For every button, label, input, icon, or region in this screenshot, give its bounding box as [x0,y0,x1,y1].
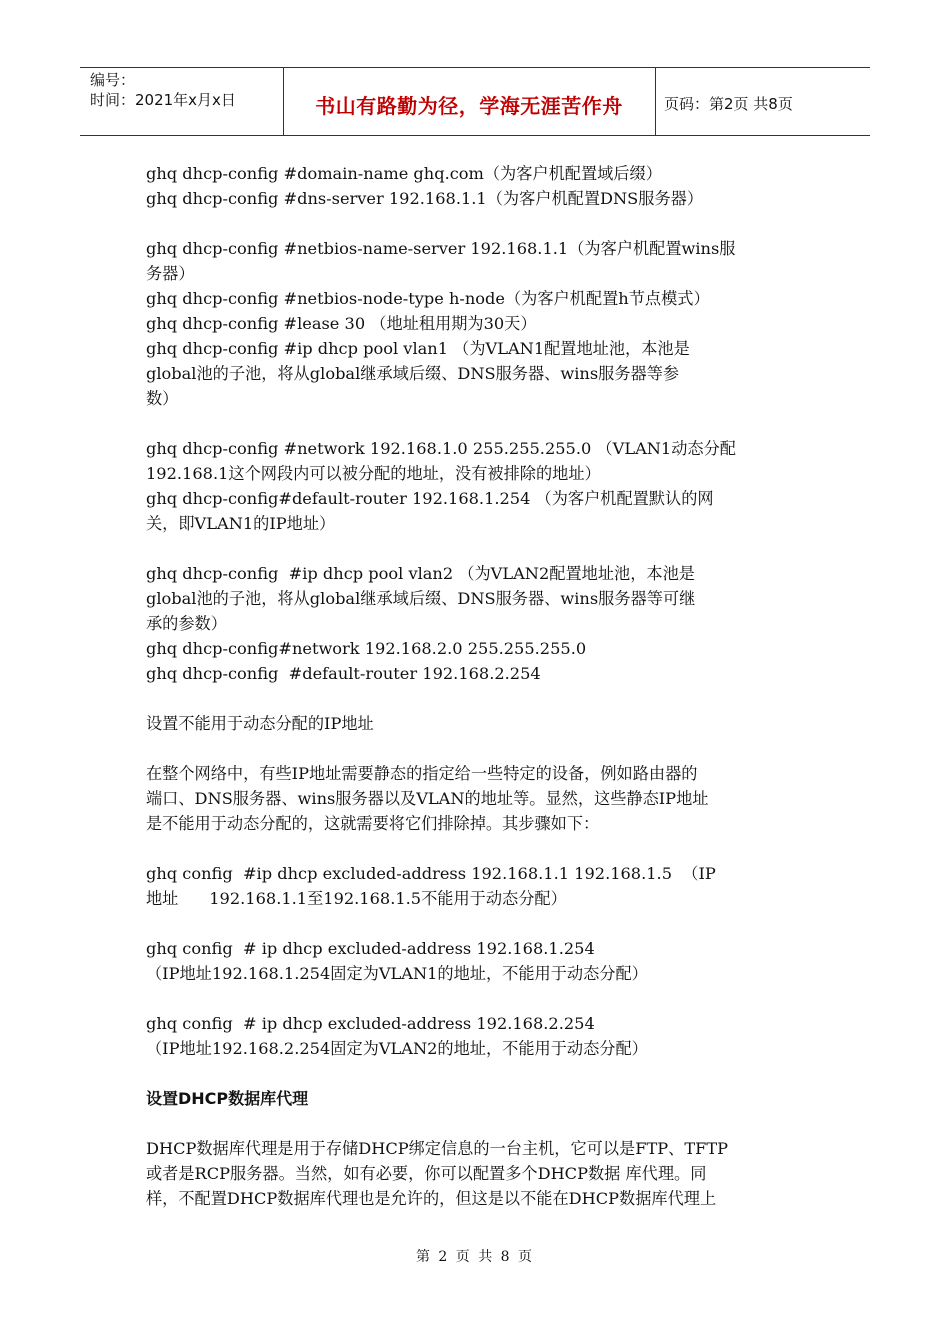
text-line: 端口、DNS服务器、wins服务器以及VLAN的地址等。显然，这些静态IP地址 [146,789,709,808]
text-line: 在整个网络中，有些IP地址需要静态的指定给一些特定的设备，例如路由器的 [146,764,698,783]
text-line: 192.168.1这个网段内可以被分配的地址，没有被排除的地址） [146,464,601,483]
blank-line [146,686,811,711]
blank-line [146,211,811,236]
text-line: 数） [146,389,179,408]
number-label: 编号： [90,71,136,89]
text-line: ghq config # ip dhcp excluded-address 192.168.1.254 [146,939,595,958]
text-line: ghq dhcp-config#network 192.168.2.0 255.255.255.0 [146,639,587,658]
text-line: ghq dhcp-config #domain-name ghq.com（为客户机配置域后缀） [146,164,662,183]
blank-line [146,736,811,761]
header-top-rule [80,67,870,68]
blank-line [146,1111,811,1136]
text-line: 地址 192.168.1.1至192.168.1.5不能用于动态分配） [146,889,567,908]
text-line: 样，不配置DHCP数据库代理也是允许的，但这是以不能在DHCP数据库代理上 [146,1189,717,1208]
blank-line [146,986,811,1011]
text-line: ghq dhcp-config #dns-server 192.168.1.1（为客户机配置DNS服务器） [146,189,704,208]
blank-line [146,411,811,436]
text-line: 务器） [146,264,195,283]
text-line: （IP地址192.168.2.254固定为VLAN2的地址，不能用于动态分配） [146,1039,648,1058]
text-line: 关，即VLAN1的IP地址） [146,514,336,533]
header-divider [655,67,656,135]
text-line: （IP地址192.168.1.254固定为VLAN1的地址，不能用于动态分配） [146,964,648,983]
time-label: 时间：2021年x月x日 [90,91,236,109]
document-body [146,161,811,1211]
text-line: ghq dhcp-config #network 192.168.1.0 255.255.255.0 （VLAN1动态分配 [146,439,736,458]
text-line: ghq config #ip dhcp excluded-address 192.168.1.1 192.168.1.5 （IP [146,864,716,883]
text-line: ghq dhcp-config #netbios-node-type h-node（为客户机配置h节点模式） [146,289,710,308]
text-line: ghq dhcp-config #default-router 192.168.2.254 [146,664,541,683]
text-line: 承的参数） [146,614,227,633]
text-line: global池的子池，将从global继承域后缀、DNS服务器、wins服务器等参 [146,364,680,383]
blank-line [146,911,811,936]
header-page-info: 页码：第2页 共8页 [664,95,793,113]
text-line: ghq dhcp-config#default-router 192.168.1.254 （为客户机配置默认的网 [146,489,714,508]
text-line: 或者是RCP服务器。当然，如有必要，你可以配置多个DHCP数据 库代理。同 [146,1164,707,1183]
text-line: ghq dhcp-config #lease 30 （地址租用期为30天） [146,314,537,333]
blank-line [146,1061,811,1086]
section-heading: 设置DHCP数据库代理 [146,1089,309,1108]
header-motto: 书山有路勤为径，学海无涯苦作舟 [315,94,623,118]
text-line: 设置不能用于动态分配的IP地址 [146,714,374,733]
text-line: ghq dhcp-config #netbios-name-server 192.168.1.1（为客户机配置wins服 [146,239,736,258]
text-line: ghq dhcp-config #ip dhcp pool vlan1 （为VLAN1配置地址池，本池是 [146,339,690,358]
blank-line [146,836,811,861]
text-line: ghq config # ip dhcp excluded-address 192.168.2.254 [146,1014,595,1033]
text-line: ghq dhcp-config #ip dhcp pool vlan2 （为VLAN2配置地址池，本池是 [146,564,695,583]
page-footer: 第 2 页 共 8 页 [415,1249,535,1265]
text-line: DHCP数据库代理是用于存储DHCP绑定信息的一台主机，它可以是FTP、TFTP [146,1139,729,1158]
blank-line [146,536,811,561]
text-line: global池的子池，将从global继承域后缀、DNS服务器、wins服务器等可继 [146,589,696,608]
text-line: 是不能用于动态分配的，这就需要将它们排除掉。其步骤如下： [146,814,600,833]
header-bottom-rule [80,135,870,136]
header-meta [90,70,236,110]
